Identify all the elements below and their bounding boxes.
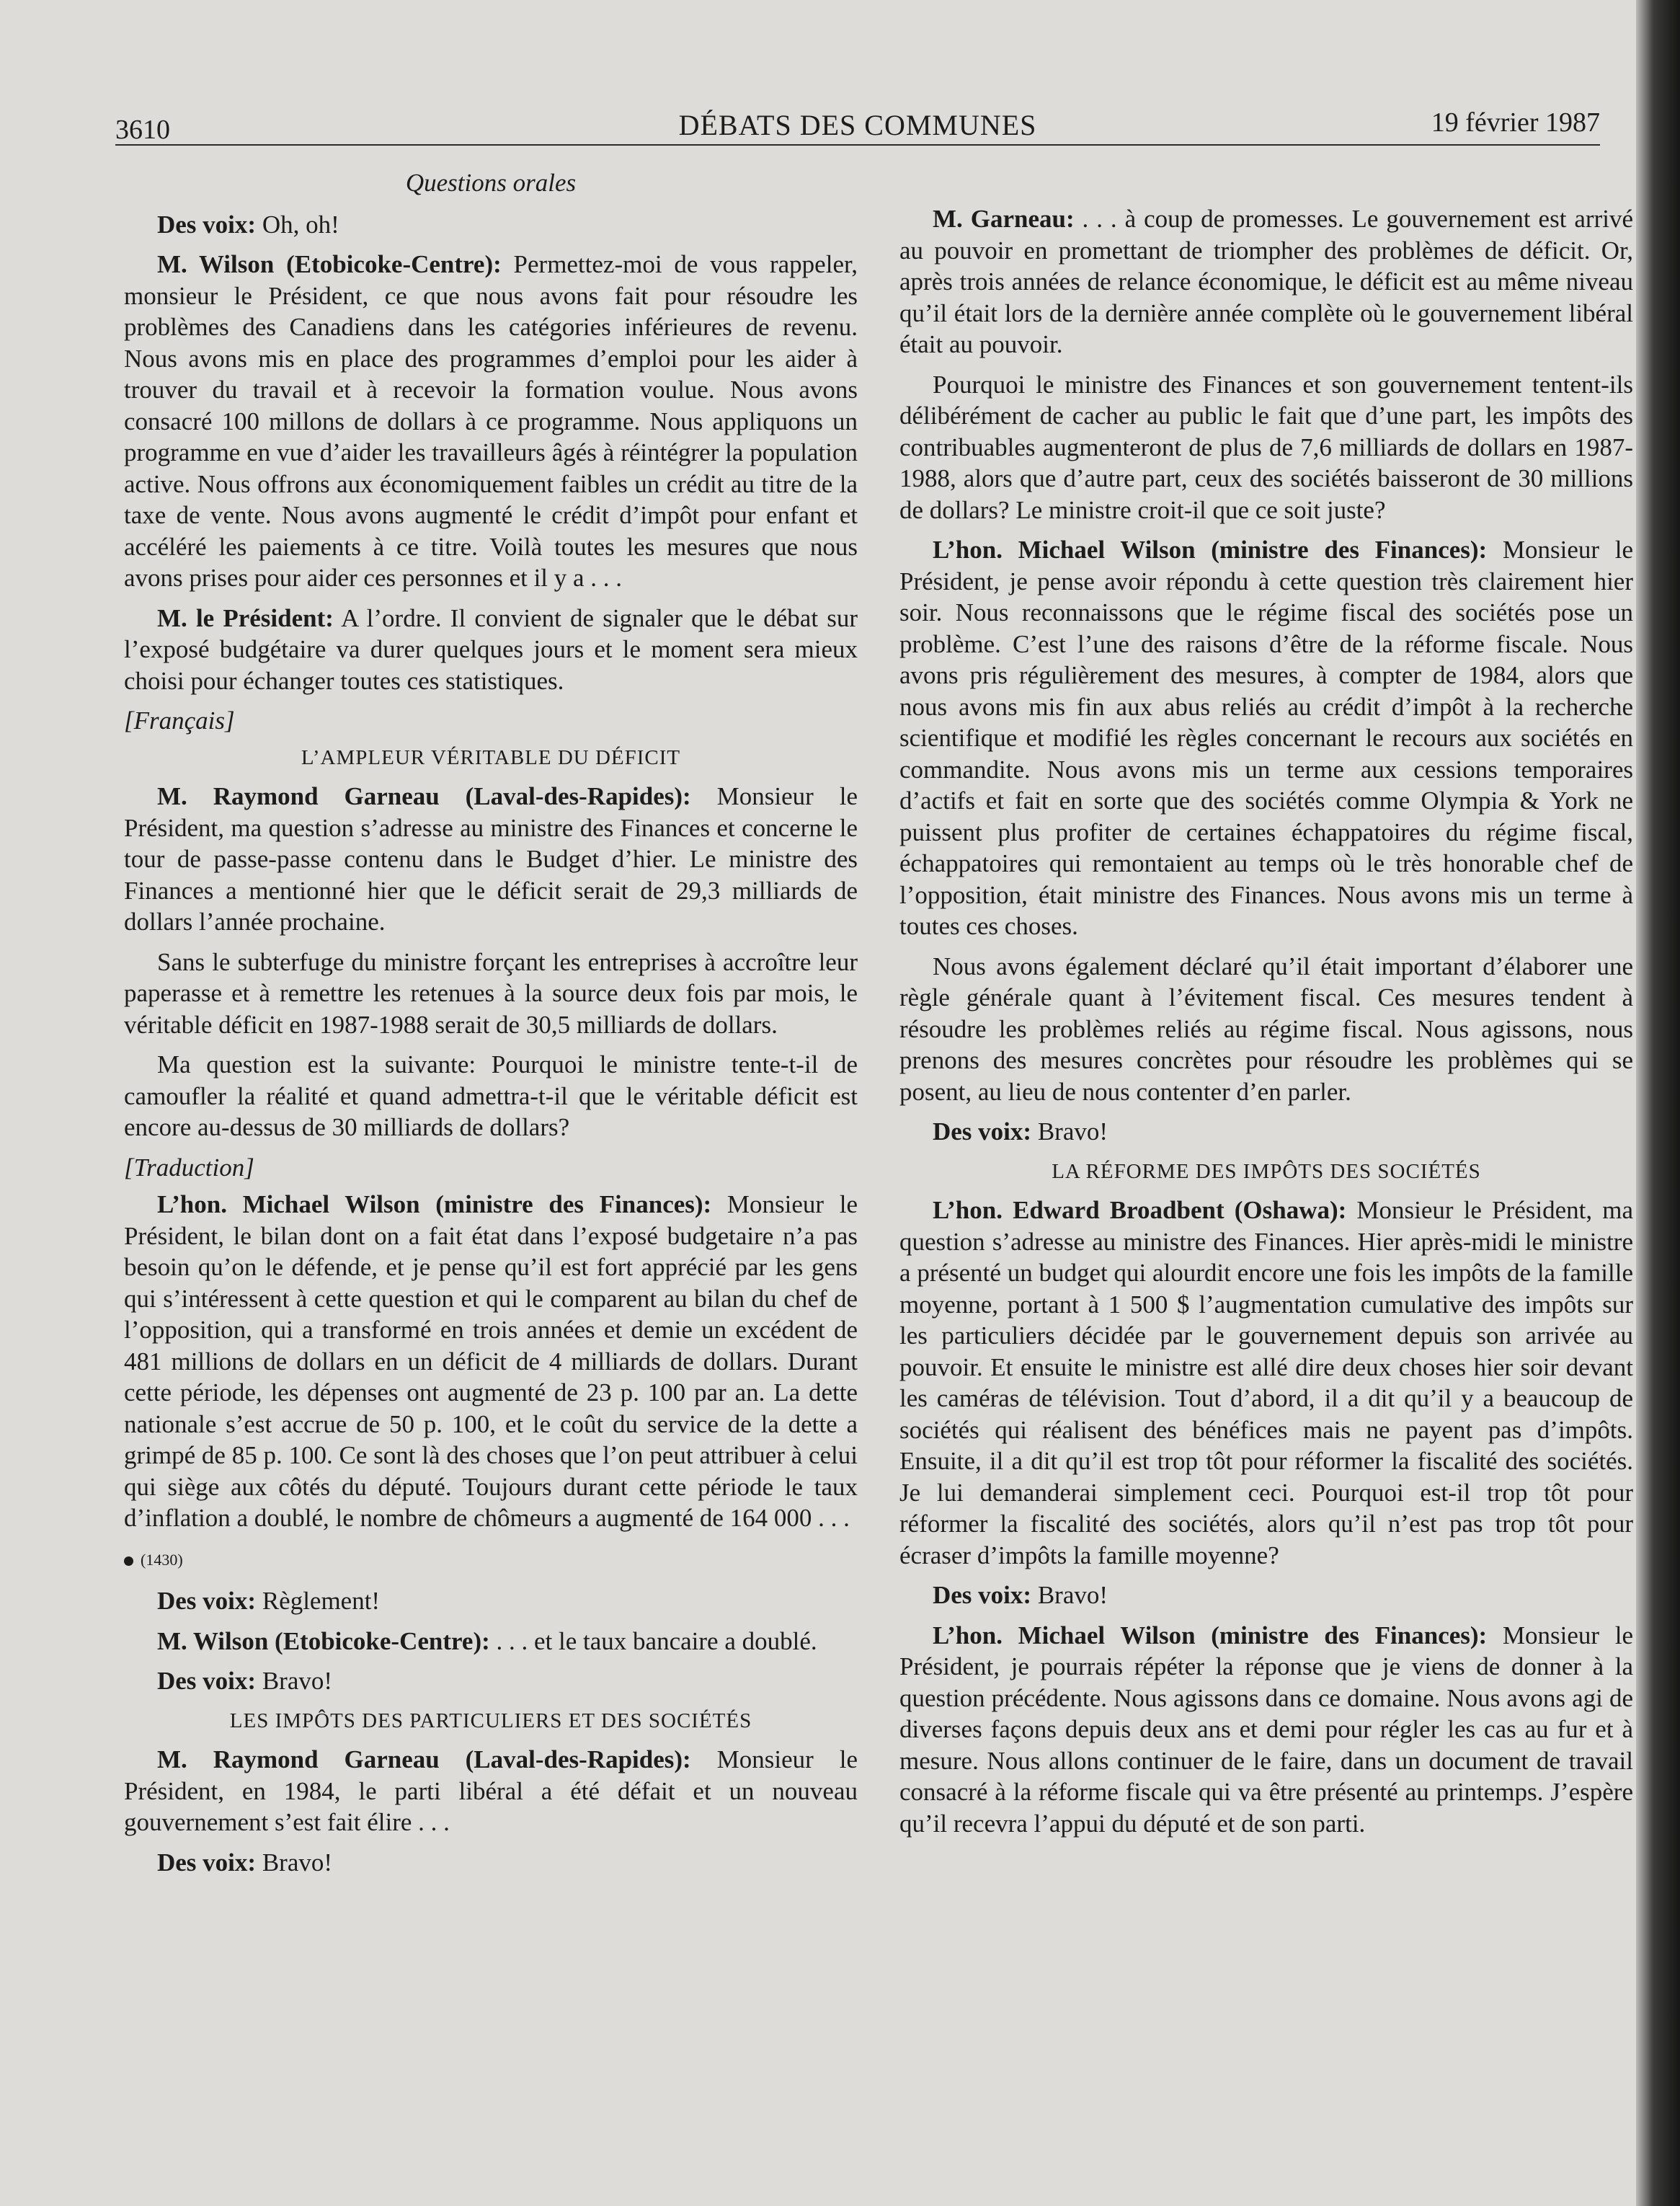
book-spine-shadow [1636,0,1680,2206]
speaker-name: Des voix: [157,1848,257,1877]
speech-paragraph [124,1189,858,1534]
speaker-name: M. Garneau: [933,205,1075,233]
bullet-icon [124,1556,133,1566]
section-heading: L’AMPLEUR VÉRITABLE DU DÉFICIT [301,745,681,769]
speech-paragraph [899,1620,1633,1840]
speech-text: . . . à coup de promesses. Le gouvernement est arrivé au pouvoir en promettant de triompher des problèmes de déficit. Or, après trois années de relance économique, le déficit est au même niveau qu’il était lors de la dernière année complète où le gouvernement libéral était au pouvoir. [899,205,1633,358]
paragraph: Sans le subterfuge du ministre forçant les entreprises à accroître leur paperasse et à remettre les retenues à la source deux fois par mois, le véritable déficit en 1987-1988 serait de 30,5 milliards de dollars. [124,947,858,1039]
page-number: 3610 [115,115,170,145]
speaker-name: Des voix: [157,1587,257,1615]
column-subheading: Questions orales [405,169,577,197]
speech-text: Monsieur le Président, ma question s’adresse au ministre des Finances et concerne le tour de passe-passe contenu dans le Budget d’hier. Le ministre des Finances a mentionné hier que le déficit serait de 29,3 milliards de dollars l’année prochaine. [124,782,858,936]
speaker-name: M. Raymond Garneau (Laval-des-Rapides): [157,782,691,810]
time-marker [124,1544,858,1576]
speech-text: Règlement! [256,1587,381,1615]
speech-text: Monsieur le Président, je pense avoir répondu à cette question très clairement hier soir. Nous reconnaissons que le régime fiscal des sociétés pose un problème. C’est l’une des raisons d’être de la réforme fiscale. Nous avons pris régulièrement des mesures, à compter de 1984, alors que nous avons mis fin aux abus reliés au crédit d’impôt à la recherche scientifique et modifié les règles concernant le recours aux sociétés en commandite. Nous avons mis un terme aux cessions temporaires d’actifs et fait en sorte que des sociétés comme Olympia & York ne puissent plus profiter de certaines échappatoires du régime fiscal, échappatoires qui remontaient au temps où le très honorable chef de l’opposition, était ministre des Finances. Nous avons mis un terme à toutes ces choses. [899,536,1633,940]
speaker-name: L’hon. Edward Broadbent (Oshawa): [933,1196,1347,1224]
paragraph: Ma question est la suivante: Pourquoi le ministre tente-t-il de camoufler la réalité et quand admettra-t-il que le véritable déficit est encore au-dessus de 30 milliards de dollars? [124,1050,858,1141]
speaker-name: Des voix: [157,1667,257,1695]
speaker-name: L’hon. Michael Wilson (ministre des Finances): [157,1190,712,1218]
speech-paragraph [124,781,858,938]
speaker-name: Des voix: [933,1581,1032,1609]
speech-text: Bravo! [256,1667,333,1695]
speech-paragraph [124,209,858,241]
speech-text: . . . et le taux bancaire a doublé. [489,1626,817,1655]
speech-paragraph [124,603,858,697]
paragraph: Nous avons également déclaré qu’il était important d’élaborer une règle générale quant à l’évitement fiscal. Ces mesures tendent à résoudre les problèmes reliés au régime fiscal. Nous agissons, nous prenons des mesures concrètes pour résoudre les problèmes qui se posent, au lieu de nous contenter d’en parler. [899,952,1633,1106]
speech-paragraph [899,203,1633,360]
publication-title: DÉBATS DES COMMUNES [678,109,1037,141]
speech-paragraph [124,1665,858,1697]
time-text: (1430) [141,1550,183,1569]
speaker-name: Des voix: [933,1117,1032,1146]
language-marker: [Français] [124,706,235,735]
speech-paragraph [899,534,1633,942]
speaker-name: M. Raymond Garneau (Laval-des-Rapides): [157,1745,691,1773]
paragraph: Pourquoi le ministre des Finances et son gouvernement tentent-ils délibérément de cacher au public le fait que d’une part, les impôts des contribuables augmenteront de plus de 7,6 milliards de dollars en 1987-1988, alors que d’autre part, ceux des sociétés baisseront de 30 millions de dollars? Le ministre croit-il que ce soit juste? [899,370,1633,524]
speech-paragraph [124,1847,858,1879]
speaker-name: L’hon. Michael Wilson (ministre des Finances): [933,536,1488,564]
speech-paragraph [124,1744,858,1838]
language-marker: [Traduction] [124,1153,254,1182]
speech-text: Bravo! [256,1848,333,1877]
speech-text: Oh, oh! [256,210,339,239]
section-heading: LA RÉFORME DES IMPÔTS DES SOCIÉTÉS [1052,1159,1481,1183]
speech-paragraph [899,1195,1633,1571]
speech-text: Bravo! [1031,1117,1108,1146]
speech-paragraph [124,1626,858,1657]
speaker-name: Des voix: [157,210,257,239]
speech-text: Monsieur le Président, je pourrais répéter la réponse que je viens de donner à la question précédente. Nous agissons dans ce domaine. Nous avons agi de diverses façons depuis deux ans et demi pour régler les cas au fur et à mesure. Nous allons continuer de le faire, dans un document de travail consacré à la réforme fiscale qui va être présenté au printemps. J’espère qu’il recevra l’appui du député et de son parti. [899,1621,1633,1838]
speech-text: A l’ordre. Il convient de signaler que le débat sur l’exposé budgétaire va durer quelques jours et le moment sera mieux choisi pour échanger toutes ces statistiques. [124,603,858,695]
page-header [115,101,1600,146]
speech-text: Monsieur le Président, ma question s’adresse au ministre des Finances. Hier après-midi le ministre a présenté un budget qui alourdit encore une fois les impôts de la famille moyenne, portant à 1 500 $ l’augmentation cumulative des impôts sur les particuliers décidée par le gouvernement depuis son arrivée au pouvoir. Et ensuite le ministre est allé dire deux choses hier soir devant les caméras de télévision. Tout d’abord, il a dit qu’il y a beaucoup de sociétés qui réalisent des bénéfices mais ne payent pas d’impôts. Ensuite, il a dit qu’il est trop tôt pour réformer la fiscalité des sociétés. Je lui demanderai simplement ceci. Pourquoi est-il trop tôt pour réformer la fiscalité des sociétés, alors qu’il n’est pas trop tôt pour écraser d’impôts la famille moyenne? [899,1196,1633,1569]
speech-paragraph [124,1585,858,1617]
speaker-name: M. le Président: [157,603,334,632]
left-column [124,167,858,1887]
publication-date: 19 février 1987 [1431,107,1600,138]
speech-paragraph [899,1580,1633,1611]
section-heading: LES IMPÔTS DES PARTICULIERS ET DES SOCIÉTÉS [229,1709,752,1732]
speech-text: Bravo! [1031,1581,1108,1609]
speech-text: Permettez-moi de vous rappeler, monsieur le Président, ce que nous avons fait pour résoudre les problèmes des Canadiens dans les catégories inférieures de revenu. Nous avons mis en place des programmes d’emploi pour les aider à trouver du travail et à recevoir la formation voulue. Nous avons consacré 100 millons de dollars à ce programme. Nous appliquons un programme en vue d’aider les travailleurs âgés à réintégrer la population active. Nous offrons aux économiquement faibles un crédit au titre de la taxe de vente. Nous avons augmenté le crédit d’impôt pour enfant et accéléré les paiements à ce titre. Voilà toutes les mesures que nous avons prises pour aider ces personnes et il y a . . . [124,250,858,592]
right-column [899,203,1633,1848]
speaker-name: M. Wilson (Etobicoke-Centre): [157,250,502,278]
speaker-name: M. Wilson (Etobicoke-Centre): [157,1626,490,1655]
speech-paragraph [899,1116,1633,1148]
speech-text: Monsieur le Président, le bilan dont on a fait état dans l’exposé budgetaire n’a pas besoin qu’on le défende, et je pense qu’il est fort apprécié par les gens qui s’intéressent à cette question et qui le comparent au bilan du chef de l’opposition, qui a transformé en trois années et demie un excédent de 481 millions de dollars en un déficit de 4 milliards de dollars. Durant cette période, les dépenses ont augmenté de 23 p. 100 par an. La dette nationale s’est accrue de 50 p. 100, et le coût du service de la dette a grimpé de 85 p. 100. Ce sont là des choses que l’on peut attribuer à celui qui siège aux côtés du député. Toujours durant cette période le taux d’inflation a doublé, le nombre de chômeurs a augmenté de 164 000 . . . [124,1190,858,1532]
speaker-name: L’hon. Michael Wilson (ministre des Finances): [933,1621,1488,1649]
speech-text: Monsieur le Président, en 1984, le parti libéral a été défait et un nouveau gouvernement s’est fait élire . . . [124,1745,858,1836]
speech-paragraph [124,249,858,594]
